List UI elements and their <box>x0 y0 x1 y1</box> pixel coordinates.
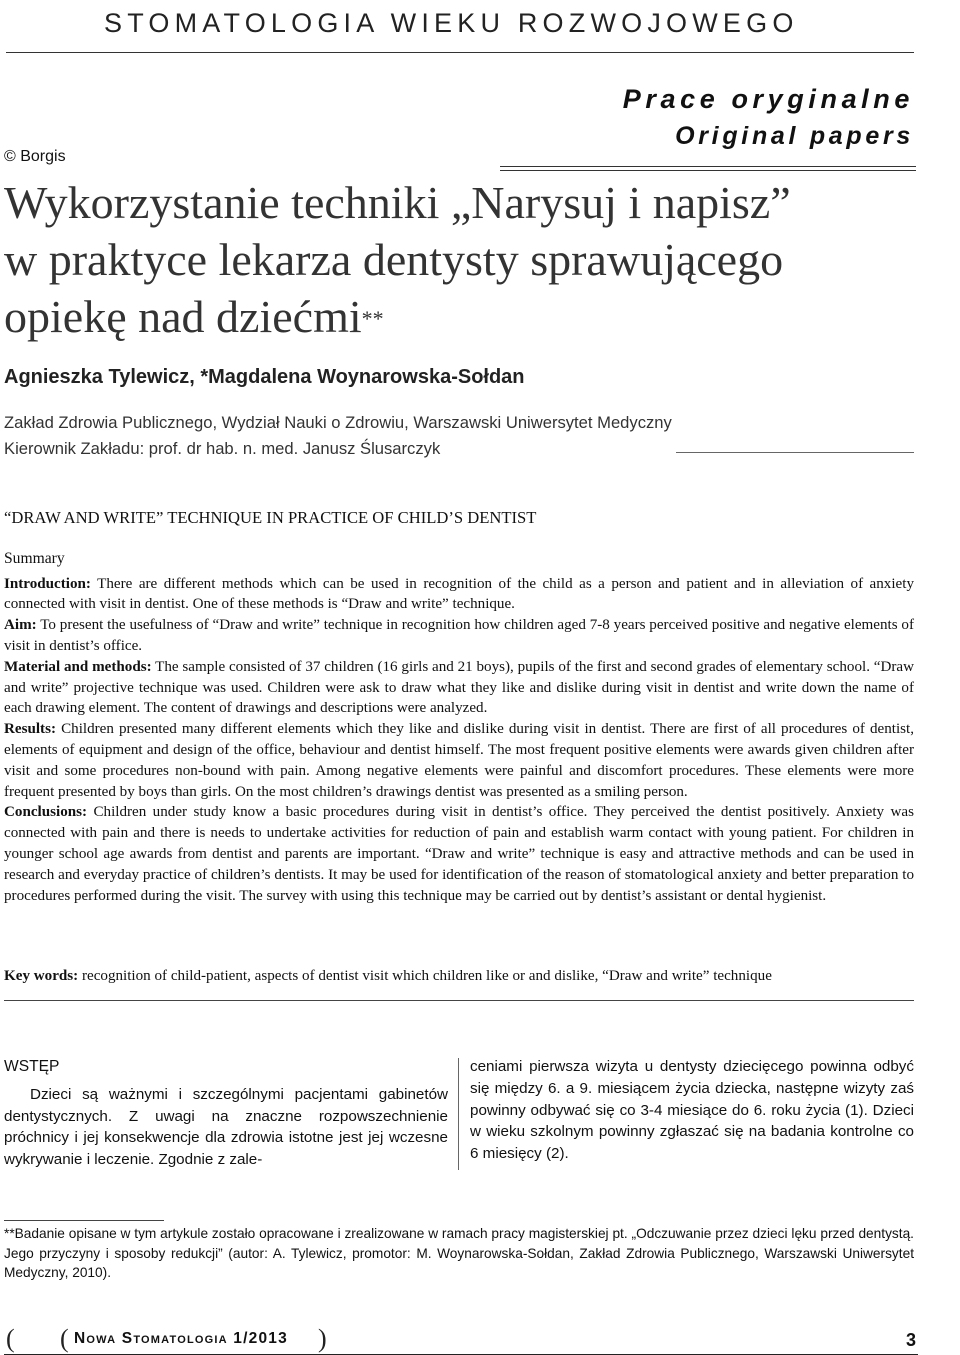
article-title <box>4 174 904 345</box>
keywords-rule <box>4 1000 914 1001</box>
summary-results-label: Results: <box>4 721 56 738</box>
authors: Agnieszka Tylewicz, *Magdalena Woynarowska-Sołdan <box>4 366 525 388</box>
publisher-label: © Borgis <box>4 148 66 165</box>
footer-journal-name: Nowa Stomatologia 1/2013 <box>74 1330 288 1347</box>
section-double-rule <box>500 166 916 171</box>
summary-introduction-label: Introduction: <box>4 575 91 592</box>
body-column-right <box>470 1056 914 1165</box>
section-label-pl: Prace oryginalne <box>622 84 914 114</box>
footer-bracket-middle-icon: ( <box>60 1324 69 1353</box>
affiliation-line-1: Zakład Zdrowia Publicznego, Wydział Nauki o Zdrowiu, Warszawski Uniwersytet Medyczny <box>4 413 672 432</box>
affiliation-line-2: Kierownik Zakładu: prof. dr hab. n. med. Janusz Ślusarczyk <box>4 439 441 458</box>
title-line-1: Wykorzystanie techniki „Narysuj i napisz” <box>4 177 791 228</box>
summary-aim <box>4 615 914 657</box>
body-paragraph-left: Dzieci są ważnymi i szczególnymi pacjentami gabinetów dentystycznych. Z uwagi na znaczne rozpowszechnienie próchnicy i jej konsekwencje dla zdrowia istotne jest jej wczesne wykrywanie i leczenie. Zgodnie z zale- <box>4 1085 448 1169</box>
footnote-rule <box>4 1220 164 1221</box>
summary-conclusions-text: Children under study know a basic procedures during visit in dentist’s office. They perceived the dentist positively. Anxiety was connected with pain and there is needs to undertake activities for reduction of pain and establish warm contact with young patient. For children in younger school age awards from dentist and parents are important. “Draw and write” technique is easy and attractive methods and can be used in research and everyday practice of children’s dentists. It may be used for identification of the reason of stomatological anxiety and better preparation to procedures performed during the visit. The survey with using this technique may be carried out by dentist’s assistant or dental hygienist. <box>4 804 914 904</box>
summary-aim-label: Aim: <box>4 617 37 634</box>
journal-section-header: STOMATOLOGIA WIEKU ROZWOJOWEGO <box>104 8 799 38</box>
title-footnote-mark: ** <box>361 306 384 331</box>
summary-introduction-text: There are different methods which can be used in recognition of the child as a person and patient and in alleviation of anxiety connected with visit in dentist. One of these methods is “Draw and write” technique. <box>4 575 914 613</box>
affiliation <box>4 410 672 462</box>
summary-aim-text: To present the usefulness of “Draw and write” technique in recognition how children aged 7-8 years perceived positive and negative elements of visit in dentist’s office. <box>4 617 914 654</box>
summary-results <box>4 719 914 802</box>
body-paragraph-right: ceniami pierwsza wizyta u dentysty dziecięcego powinna odbyć się między 6. a 9. miesiącem życia dziecka, następne wizyty zaś powinny odbywać się co 3-4 miesiące do 6. roku życia (1). Dzieci w wieku szkolnym powinny zgłaszać się na badania kontrolne co 6 miesięcy (2). <box>470 1058 914 1163</box>
header-rule <box>6 52 914 53</box>
summary-block <box>4 508 914 906</box>
section-label-en: Original papers <box>675 122 914 150</box>
keywords-text: recognition of child-patient, aspects of dentist visit which children like or and dislike, “Draw and write” technique <box>78 968 772 984</box>
summary-conclusions <box>4 802 914 906</box>
summary-conclusions-label: Conclusions: <box>4 804 88 821</box>
summary-introduction <box>4 574 914 616</box>
column-divider <box>458 1058 459 1170</box>
footer-bracket-right-icon: ) <box>318 1324 327 1353</box>
english-title: “DRAW AND WRITE” TECHNIQUE IN PRACTICE OF CHILD’S DENTIST <box>4 508 537 527</box>
summary-methods <box>4 657 914 719</box>
summary-results-text: Children presented many different elements which they like and dislike during visit in dentist. There are first of all procedures of dentist, elements of equipment and design of the office, behaviour and dentist himself. The most frequent positive elements were awards given children after visit and some procedures non-bound with pain. Among negative elements were painful and discomfort procedures. These elements were more frequent presented by boys than girls. On the most children’s drawings dentist was presented as a smiling person. <box>4 721 914 800</box>
keywords <box>4 968 914 985</box>
affiliation-rule <box>676 452 914 453</box>
summary-label: Summary <box>4 549 65 567</box>
title-line-3: opiekę nad dziećmi <box>4 291 362 342</box>
body-column-left <box>4 1056 448 1171</box>
section-heading-wstep: WSTĘP <box>4 1058 60 1075</box>
title-line-2: w praktyce lekarza dentysty sprawującego <box>4 234 784 285</box>
page-number: 3 <box>905 1330 916 1350</box>
summary-methods-text: The sample consisted of 37 children (16 girls and 21 boys), pupils of the first and second grades of elementary school. “Draw and write” projective technique was used. Children were ask to draw what they like and dislike during visit in dentist and write down the name of each drawing element. The content of drawings and descriptions were analyzed. <box>4 658 914 717</box>
footnote: **Badanie opisane w tym artykule zostało opracowane i zrealizowane w ramach pracy magisterskiej pt. „Odczuwanie przez dzieci lęku przed dentystą. Jego przyczyny i sposoby redukcji” (autor: A. Tylewicz, promotor: M. Woynarowska-Sołdan, Zakład Zdrowia Publicznego, Warszawski Uniwersytet Medyczny, 2010). <box>4 1226 914 1280</box>
footer-bracket-left-icon: ( <box>6 1324 15 1353</box>
summary-methods-label: Material and methods: <box>4 658 152 675</box>
keywords-label: Key words: <box>4 968 79 984</box>
